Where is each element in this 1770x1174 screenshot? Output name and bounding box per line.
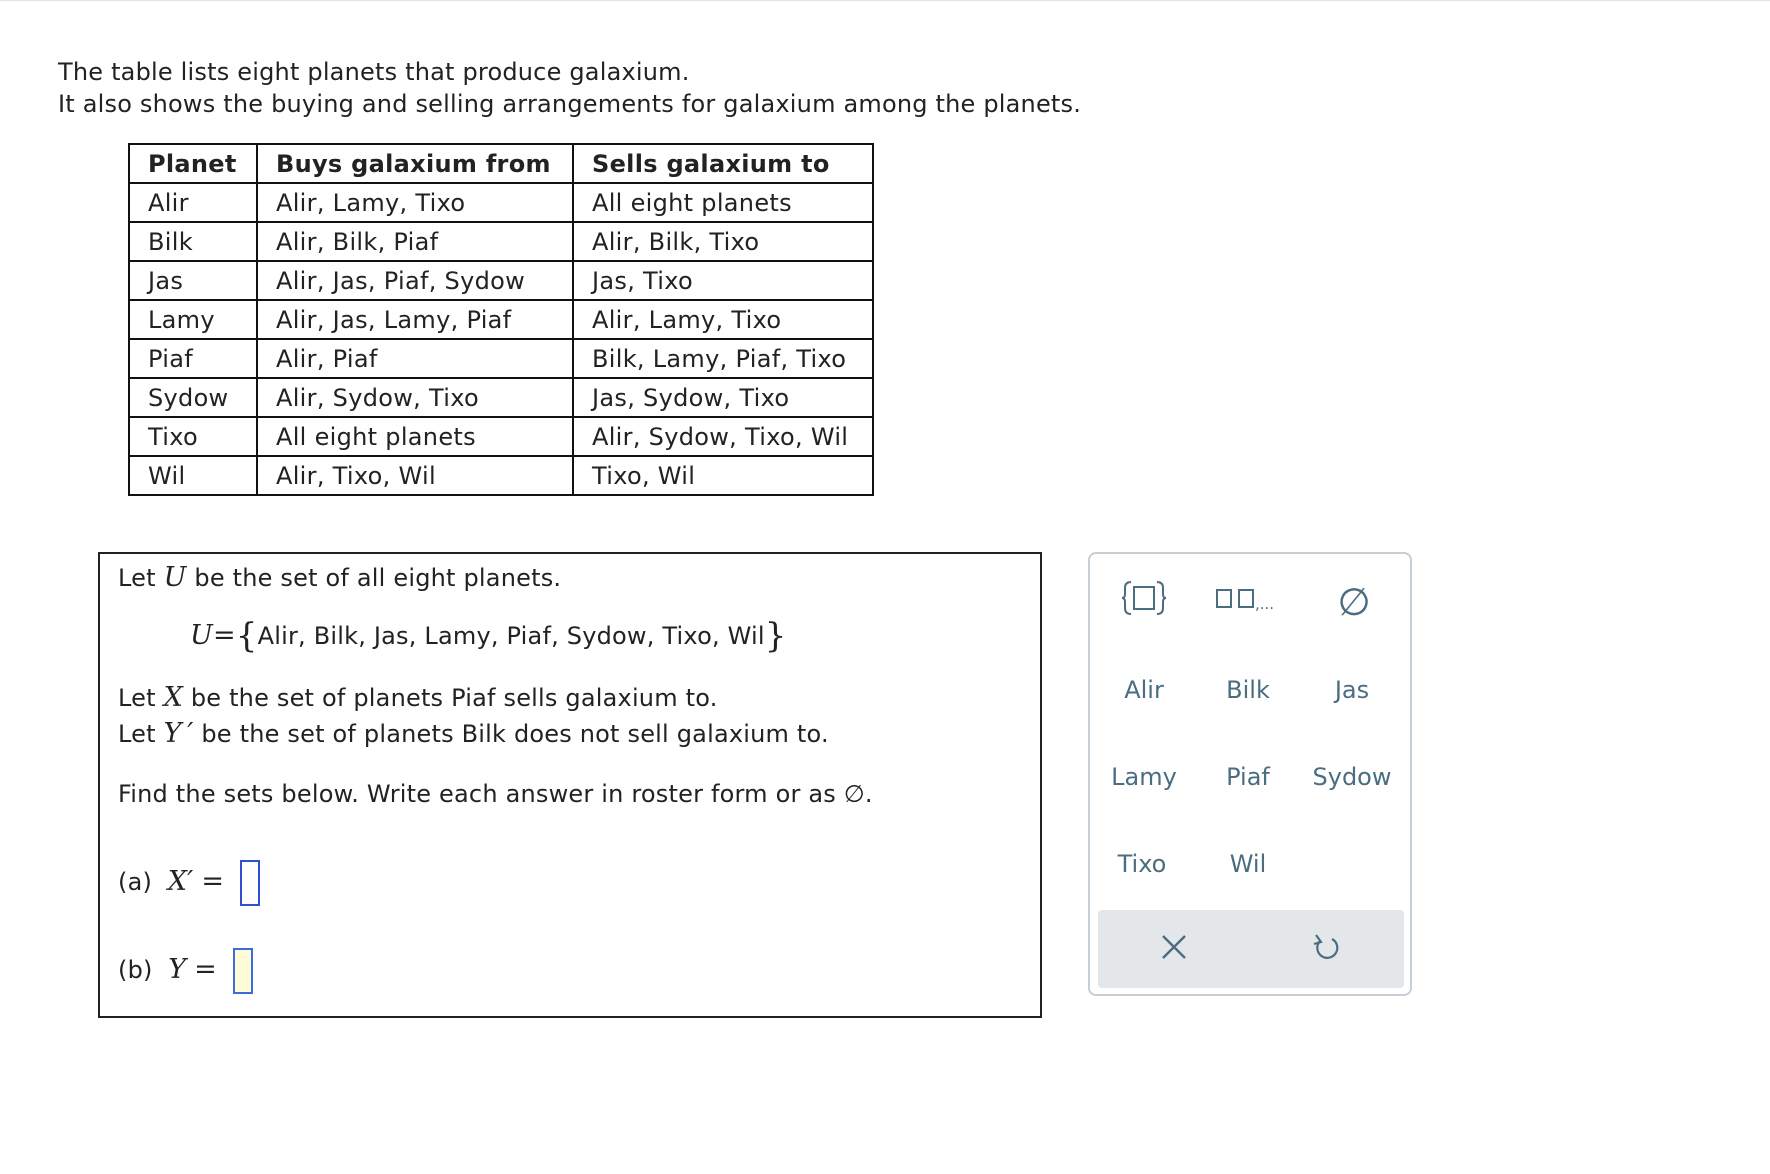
table-row [129,300,873,339]
cell-sells-to: Alir, Sydow, Tixo, Wil [573,417,873,456]
cell-buys-from: Alir, Jas, Lamy, Piaf [257,300,573,339]
cell-buys-from: Alir, Jas, Piaf, Sydow [257,261,573,300]
define-x-sentence [118,682,718,713]
table-row [129,339,873,378]
planet-button-bilk[interactable]: Bilk [1226,676,1270,704]
cell-planet: Tixo [129,417,257,456]
cell-sells-to: Jas, Tixo [573,261,873,300]
define-u-sentence [118,562,561,593]
equals-sign: = [212,620,236,651]
palette-toolbar [1098,910,1404,988]
define-y-sentence [118,718,829,749]
universal-set-expression [190,616,787,656]
cell-planet: Bilk [129,222,257,261]
var-y: Y [168,954,187,985]
text: be the set of all eight planets. [194,564,562,592]
answer-palette [1088,552,1412,996]
var-u: U [190,620,213,651]
table-row [129,222,873,261]
table-header-row [129,144,873,183]
answer-a-input[interactable] [240,860,260,906]
planet-button-lamy[interactable]: Lamy [1111,763,1177,791]
set-members: Alir, Bilk, Jas, Lamy, Piaf, Sydow, Tixo, Wil [257,622,765,650]
planet-button-sydow[interactable]: Sydow [1312,763,1392,791]
cell-sells-to: Alir, Lamy, Tixo [573,300,873,339]
cell-sells-to: Jas, Sydow, Tixo [573,378,873,417]
cell-planet: Alir [129,183,257,222]
intro-line-1: The table lists eight planets that produce galaxium. [58,58,690,86]
text: be the set of planets Piaf sells galaxium to. [190,684,718,712]
header-planet: Planet [129,144,257,183]
planet-button-piaf[interactable]: Piaf [1226,763,1270,791]
open-brace: { [235,616,258,656]
table-row [129,261,873,300]
cell-sells-to: Tixo, Wil [573,456,873,495]
table-row [129,417,873,456]
close-brace: } [764,616,787,656]
var-y-prime: Y ′ [163,718,194,749]
equals-sign: = [194,954,217,985]
set-braces-icon[interactable] [1121,578,1167,622]
part-a-label: (a) [118,868,153,896]
cell-planet: Piaf [129,339,257,378]
cell-sells-to: Alir, Bilk, Tixo [573,222,873,261]
galaxium-table [128,143,874,496]
planet-button-tixo[interactable]: Tixo [1117,850,1167,878]
cell-buys-from: Alir, Piaf [257,339,573,378]
planet-button-wil[interactable]: Wil [1229,850,1267,878]
empty-set-icon[interactable]: ∅ [1337,580,1371,624]
cell-buys-from: Alir, Bilk, Piaf [257,222,573,261]
list-ellipsis-text: ,... [1255,595,1275,613]
problem-intro [58,56,1081,120]
question-box [98,552,1042,1018]
top-divider [0,0,1770,1]
table-row [129,456,873,495]
cell-sells-to: All eight planets [573,183,873,222]
header-buys-from: Buys galaxium from [257,144,573,183]
part-b [118,948,253,994]
cell-planet: Sydow [129,378,257,417]
equals-sign: = [201,866,225,897]
var-x-prime: X′ [167,866,194,897]
undo-icon[interactable] [1312,932,1340,966]
cell-buys-from: Alir, Sydow, Tixo [257,378,573,417]
planet-button-jas[interactable]: Jas [1334,676,1370,704]
var-u: U [163,562,187,593]
cell-buys-from: All eight planets [257,417,573,456]
cell-buys-from: Alir, Lamy, Tixo [257,183,573,222]
text: Let [118,564,156,592]
list-boxes-icon[interactable] [1215,585,1285,619]
cell-planet: Lamy [129,300,257,339]
part-b-label: (b) [118,956,153,984]
text: Let [118,684,156,712]
text: Let [118,720,156,748]
intro-line-2: It also shows the buying and selling arrangements for galaxium among the planets. [58,90,1082,118]
header-sells-to: Sells galaxium to [573,144,873,183]
var-x: X [163,682,183,713]
cell-sells-to: Bilk, Lamy, Piaf, Tixo [573,339,873,378]
cell-planet: Jas [129,261,257,300]
cell-planet: Wil [129,456,257,495]
part-a [118,860,260,906]
text: be the set of planets Bilk does not sell galaxium to. [201,720,829,748]
planet-button-alir[interactable]: Alir [1124,676,1164,704]
table-row [129,183,873,222]
answer-b-input[interactable] [233,948,253,994]
cell-buys-from: Alir, Tixo, Wil [257,456,573,495]
clear-x-icon[interactable] [1161,934,1187,964]
instructions: Find the sets below. Write each answer in roster form or as ∅. [118,780,873,808]
table-row [129,378,873,417]
